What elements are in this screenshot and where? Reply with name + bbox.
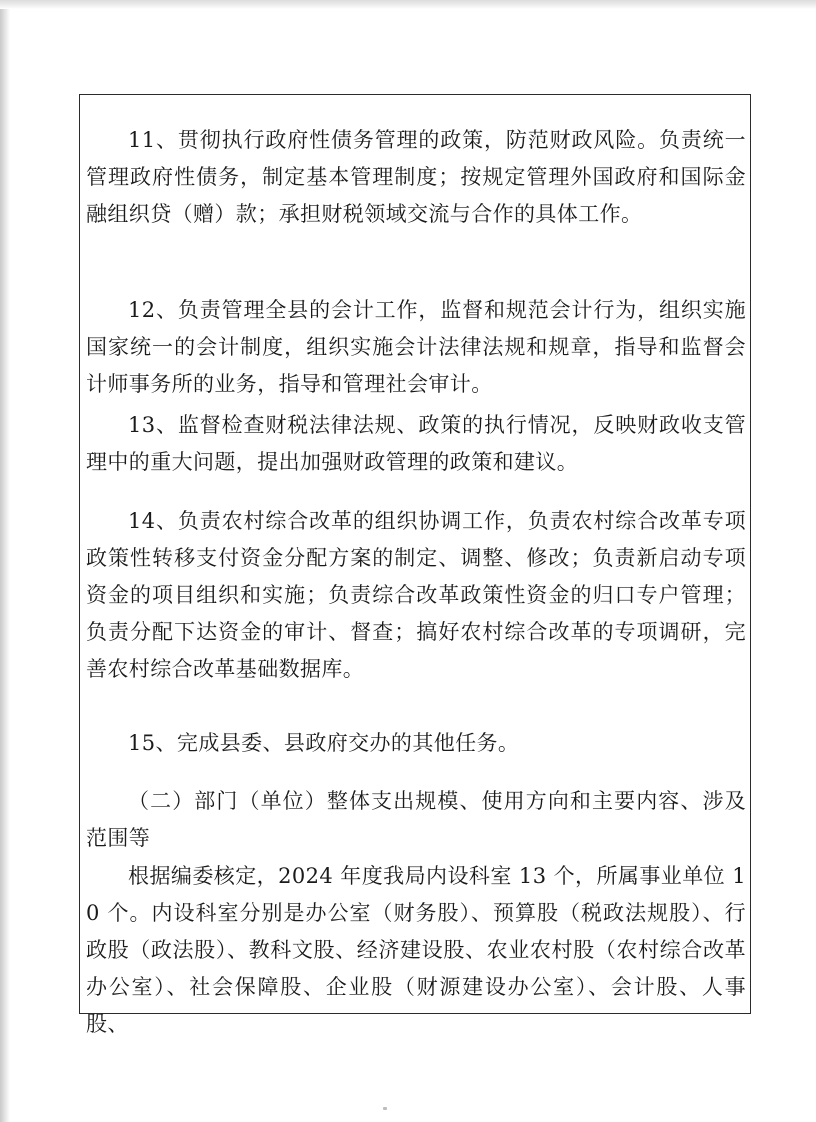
scan-shadow	[0, 0, 10, 1122]
paragraph-item-14: 14、负责农村综合改革的组织协调工作，负责农村综合改革专项政策性转移支付资金分配方案的制定、调整、修改；负责新启动专项资金的项目组织和实施；负责综合改革政策性资金的归口专户管理；负责分配下达资金的审计、督查；搞好农村综合改革的专项调研，完善农村综合改革基础数据库。	[86, 509, 746, 681]
scan-top-edge	[0, 0, 816, 9]
paragraph-item-12: 12、负责管理全县的会计工作，监督和规范会计行为，组织实施国家统一的会计制度，组织实施会计法律法规和规章，指导和监督会计师事务所的业务，指导和管理社会审计。	[86, 298, 746, 396]
paragraph-item-11: 11、贯彻执行政府性债务管理的政策，防范财政风险。负责统一管理政府性债务，制定基本管理制度；按规定管理外国政府和国际金融组织贷（赠）款；承担财税领域交流与合作的具体工作。	[86, 128, 746, 226]
paragraph-item-15: 15、完成县委、县政府交办的其他任务。	[128, 731, 520, 755]
body-paragraph: 根据编委核定，2024 年度我局内设科室 13 个，所属事业单位 10 个。内设科室分别是办公室（财务股）、预算股（税政法规股）、行政股（政法股）、教科文股、经济建设股、农业农村股（农村综合改革办公室）、社会保障股、企业股（财源建设办公室）、会计股、人事股、	[86, 864, 746, 1036]
section-heading: （二）部门（单位）整体支出规模、使用方向和主要内容、涉及范围等	[86, 789, 746, 850]
scan-speck	[383, 1107, 387, 1110]
paragraph-item-13: 13、监督检查财税法律法规、政策的执行情况，反映财政收支管理中的重大问题，提出加强财政管理的政策和建议。	[86, 413, 746, 474]
